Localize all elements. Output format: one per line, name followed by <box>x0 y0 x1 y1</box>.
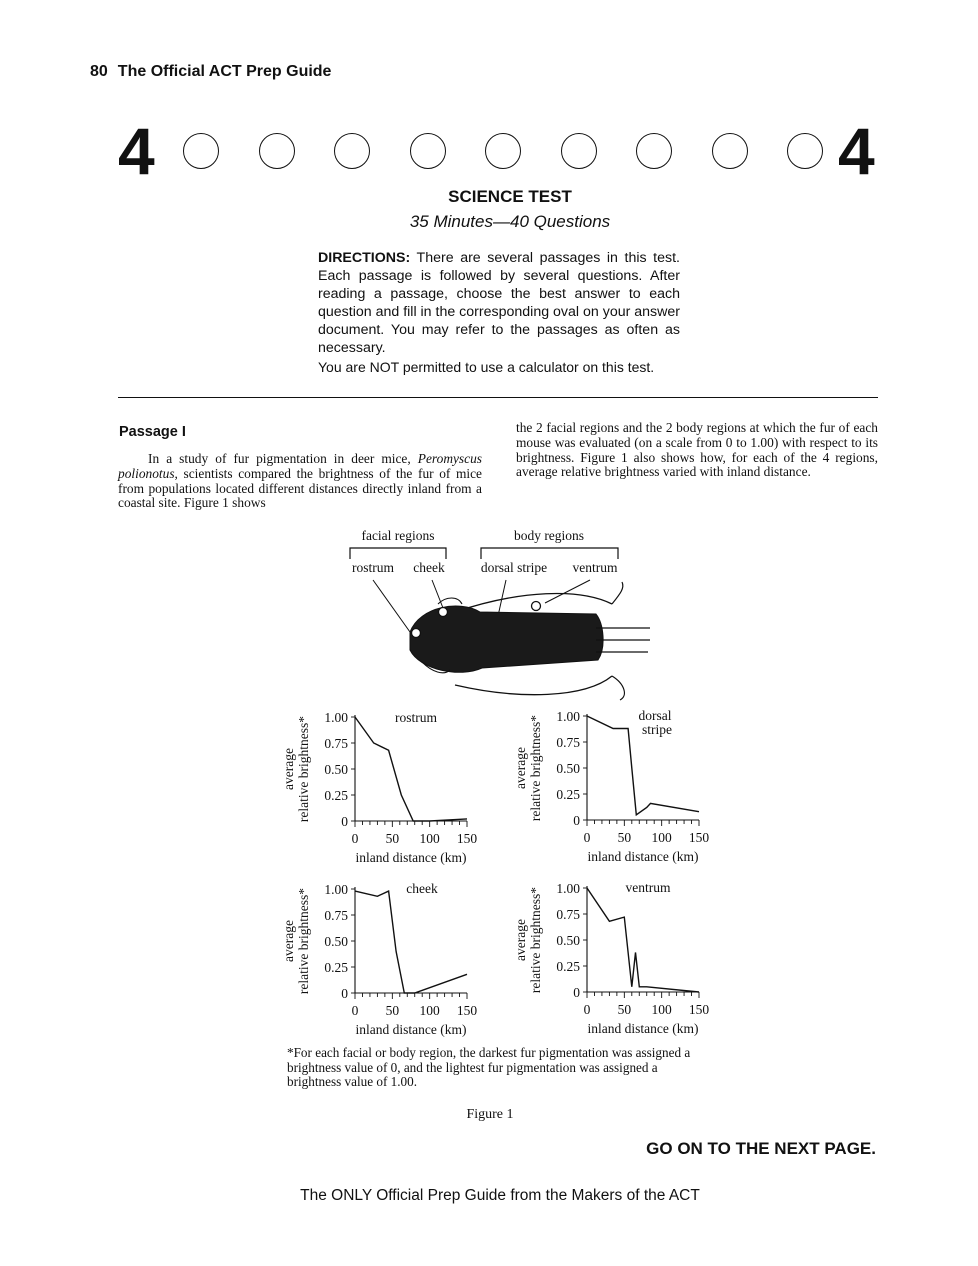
dorsal-marker <box>532 602 541 611</box>
y-tick-label: 0.50 <box>556 933 580 948</box>
y-tick-label: 0 <box>573 985 580 1000</box>
body-bracket <box>481 548 618 559</box>
x-tick-label: 150 <box>688 830 710 845</box>
y-axis-label-line2: relative brightness* <box>296 887 311 995</box>
x-tick-label: 0 <box>351 831 359 846</box>
chart-title-line2: stripe <box>642 722 672 737</box>
y-tick-label: 0 <box>573 813 580 828</box>
x-axis-label: inland distance (km) <box>355 1022 467 1037</box>
y-axis-label-line1: average <box>513 919 528 961</box>
y-axis-label-line2: relative brightness* <box>528 714 543 822</box>
y-tick-label: 1.00 <box>324 882 348 897</box>
chart-title: ventrum <box>625 880 671 895</box>
x-tick-label: 150 <box>456 1003 478 1018</box>
species-name: Peromyscus polionotus <box>118 451 482 481</box>
passage-title: Passage I <box>119 424 186 440</box>
x-tick-label: 100 <box>419 1003 440 1018</box>
oval-row <box>183 133 823 169</box>
cheek-label: cheek <box>413 560 445 575</box>
x-axis-label: inland distance (km) <box>587 1021 699 1036</box>
y-tick-label: 0.75 <box>556 907 580 922</box>
decorative-oval <box>787 133 823 169</box>
decorative-oval <box>712 133 748 169</box>
figure-1 <box>270 522 730 1042</box>
decorative-oval <box>561 133 597 169</box>
ventrum-label: ventrum <box>572 560 618 575</box>
cheek-marker <box>439 608 448 617</box>
go-on-notice: GO ON TO THE NEXT PAGE. <box>646 1139 876 1158</box>
y-tick-label: 0.75 <box>324 736 348 751</box>
section-number-right: 4 <box>838 114 875 188</box>
passage-intro: In a study of fur pigmentation in deer mice, <box>148 451 418 466</box>
y-tick-label: 0 <box>341 814 348 829</box>
decorative-oval <box>334 133 370 169</box>
y-axis-label-line2: relative brightness* <box>296 715 311 823</box>
x-tick-label: 0 <box>583 1002 591 1017</box>
y-tick-label: 0.25 <box>556 787 580 802</box>
directions-text: There are several passages in this test. Each passage is followed by several questions. After reading a passage, choose the best answer to each question and fill in the corresponding oval on your answer document. You may refer to the passages as often as necessary. <box>318 250 681 356</box>
decorative-oval <box>485 133 521 169</box>
chart-title-line1: dorsal <box>638 708 672 723</box>
x-tick-label: 100 <box>651 830 672 845</box>
series-line-cheek <box>355 891 467 993</box>
y-axis-label-line2: relative brightness* <box>528 886 543 994</box>
decorative-oval <box>259 133 295 169</box>
y-tick-label: 0.25 <box>324 960 348 975</box>
section-number-left: 4 <box>118 114 155 188</box>
x-axis-label: inland distance (km) <box>355 850 467 865</box>
test-subtitle: 35 Minutes—40 Questions <box>409 212 611 231</box>
x-tick-label: 50 <box>385 1003 400 1018</box>
y-tick-label: 1.00 <box>556 881 580 896</box>
x-tick-label: 0 <box>351 1003 359 1018</box>
x-tick-label: 50 <box>385 831 400 846</box>
charts-group <box>281 708 709 1037</box>
y-axis-label-line1: average <box>513 747 528 789</box>
passage-left-column <box>118 452 482 511</box>
series-line-rostrum <box>355 717 467 821</box>
directions-label: DIRECTIONS: <box>318 250 411 266</box>
y-tick-label: 0.75 <box>556 735 580 750</box>
x-tick-label: 150 <box>688 1002 710 1017</box>
page-number: 80 <box>90 63 108 80</box>
book-title: The Official ACT Prep Guide <box>117 63 332 80</box>
calculator-note: You are NOT permitted to use a calculator on this test. <box>318 359 655 375</box>
mouse-illustration <box>410 582 650 700</box>
x-tick-label: 50 <box>617 1002 632 1017</box>
body-regions-label: body regions <box>513 528 585 543</box>
decorative-oval <box>636 133 672 169</box>
y-tick-label: 0 <box>341 986 348 1001</box>
running-header <box>90 63 331 81</box>
passage-right-column: the 2 facial regions and the 2 body regions at which the fur of each mouse was evaluated (on a scale from 0 to 1.00) with respect to its brightness. Figure 1 also shows how, for each of the 4 regions, average relative brightness varied with inland distance. <box>516 420 878 480</box>
section-divider <box>118 397 878 398</box>
x-tick-label: 100 <box>651 1002 672 1017</box>
x-tick-label: 100 <box>419 831 440 846</box>
y-tick-label: 0.50 <box>556 761 580 776</box>
x-tick-label: 50 <box>617 830 632 845</box>
y-tick-label: 1.00 <box>324 710 348 725</box>
directions <box>318 249 680 357</box>
y-tick-label: 0.50 <box>324 762 348 777</box>
decorative-oval <box>410 133 446 169</box>
passage-left-rest: , scientists compared the brightness of the fur of mice from populations located different distances directly inland from a coastal site. Figure 1 shows <box>118 465 482 511</box>
y-tick-label: 1.00 <box>556 709 580 724</box>
y-axis-label-line1: average <box>281 920 296 962</box>
rostrum-label: rostrum <box>352 560 394 575</box>
figure-footnote: *For each facial or body region, the darkest fur pigmentation was assigned a brightness value of 0, and the lightest fur pigmentation was assigned a brightness value of 1.00. <box>287 1045 691 1089</box>
dorsal-stripe-label: dorsal stripe <box>480 560 548 575</box>
rostrum-marker <box>412 629 421 638</box>
x-axis-label: inland distance (km) <box>587 849 699 864</box>
x-tick-label: 0 <box>583 830 591 845</box>
y-axis-label-line1: average <box>281 748 296 790</box>
facial-bracket <box>350 548 446 559</box>
test-title: SCIENCE TEST <box>448 187 572 206</box>
chart-title: cheek <box>406 881 438 896</box>
y-tick-label: 0.50 <box>324 934 348 949</box>
decorative-oval <box>183 133 219 169</box>
x-tick-label: 150 <box>456 831 478 846</box>
y-tick-label: 0.25 <box>556 959 580 974</box>
y-tick-label: 0.75 <box>324 908 348 923</box>
figure-caption: Figure 1 <box>466 1107 514 1122</box>
series-line-ventrum <box>587 888 699 992</box>
facial-regions-label: facial regions <box>361 528 435 543</box>
page-footer: The ONLY Official Prep Guide from the Makers of the ACT <box>300 1187 700 1204</box>
chart-title: rostrum <box>395 710 437 725</box>
y-tick-label: 0.25 <box>324 788 348 803</box>
